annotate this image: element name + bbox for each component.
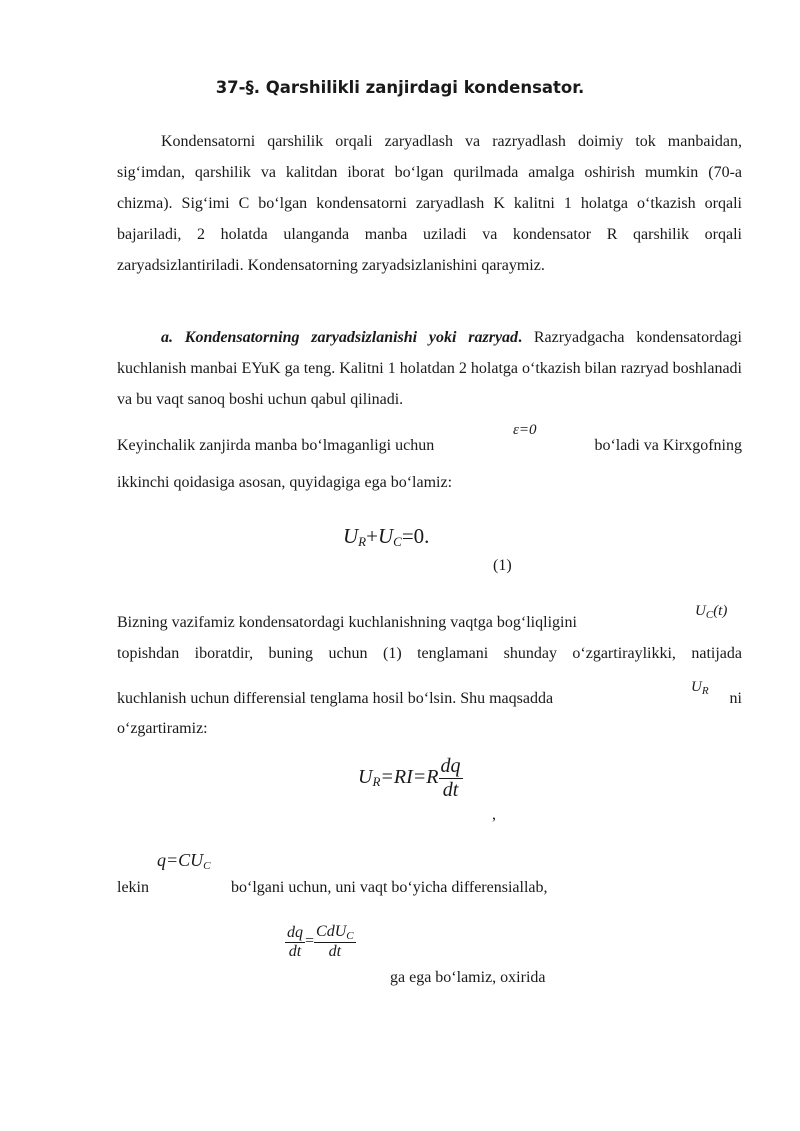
equation-1: $U_R+U_C=0$. [343, 524, 430, 549]
discharge-text: Razryadgacha kondensatordagi kuchlanish manbai EYuK ga teng. Kalitni 1 holatdan 2 holatga o‘tkazish bilan razryad boshlanadi va bu vaqt sanoq boshi uchun qabul qilinadi. [117, 329, 742, 408]
line-lekin: lekin bo‘lgani uchun, uni vaqt bo‘yicha differensiallab, [117, 879, 548, 896]
line-task: Bizning vazifamiz kondensatordagi kuchlanishning vaqtga bog‘liqligini [117, 614, 577, 631]
line-eps [117, 437, 742, 455]
uc-of-t: $U_C(t)$ [695, 603, 728, 621]
line-kirchhoff: ikkinchi qoidasiga asosan, quyidagiga ega bo‘lamiz: [117, 474, 453, 491]
heading-dot: . [518, 329, 523, 346]
epsilon-equals-zero: ε=0 [513, 422, 537, 438]
page-title: 37-§. Qarshilikli zanjirdagi kondensator. [215, 78, 585, 97]
eq3-follow-text: ga ega bo‘lamiz, oxirida [390, 969, 546, 986]
paragraph-discharge [117, 322, 742, 415]
eps-text-after: bo‘ladi va Kirxgofning [594, 437, 742, 454]
eps-text-before: Keyinchalik zanjirda manba bo‘lmaganligi uchun [117, 437, 435, 454]
line-task-3: kuchlanish uchun differensial tenglama hosil bo‘lsin. Shu maqsadda ni [117, 690, 742, 707]
equation-2-comma: , [492, 806, 496, 823]
equation-1-number: (1) [493, 557, 512, 574]
paragraph-intro: Kondensatorni qarshilik orqali zaryadlash va razryadlash doimiy tok manbaidan, sig‘imdan, qarshilik va kalitdan iborat bo‘lgan qurilmada amalga oshirish mumkin (70-a chizma). Sig‘imi C bo‘lgan kondensatorni zaryadlash K kalitni 1 holatga o‘tkazish orqali bajariladi, 2 holatda ulanganda manba uziladi va kondensator R qarshilik orqali zaryadsizlantiriladi. Kondensatorning zaryadsizlanishini qaraymiz. [117, 133, 742, 274]
q-equals-cuc: $q=CU_C$ [157, 850, 211, 872]
line-task-4: o‘zgartiramiz: [117, 720, 208, 737]
section-heading-a: a. Kondensatorning zaryadsizlanishi yoki razryad [161, 329, 519, 346]
eq2-denominator: dt [442, 779, 459, 801]
ur-symbol: $U_R$ [691, 679, 709, 697]
eq2-numerator: dq [440, 755, 461, 777]
equation-3: $\frac{dq}{dt}$ = $\frac{CdU_C}{dt}$ [287, 923, 354, 960]
equation-2: $U_R=RI=R$ $\frac{dq}{dt}$ [358, 755, 461, 801]
line-task-2: topishdan iboratdir, buning uchun (1) tenglamani shunday o‘zgartiraylikki, natijada [117, 645, 742, 662]
